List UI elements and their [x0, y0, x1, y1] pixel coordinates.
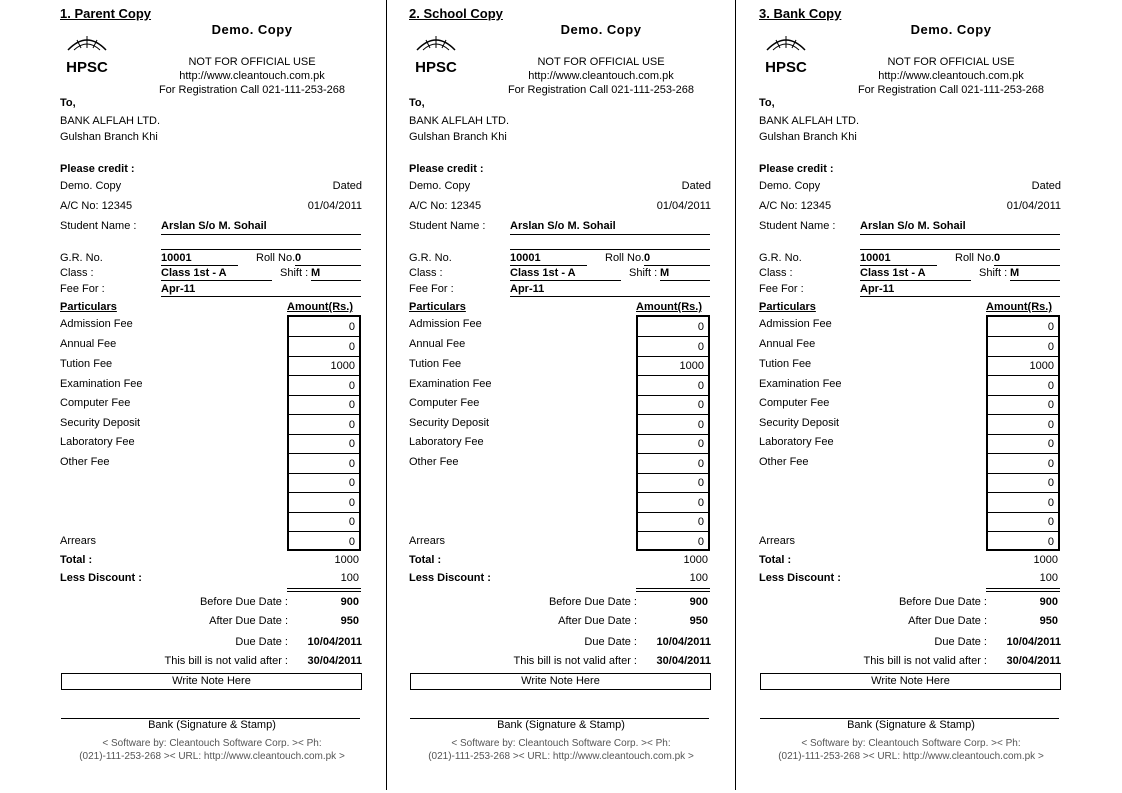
amount-box — [287, 315, 361, 551]
account-name: Demo. Copy — [60, 180, 122, 192]
due-date-value: 10/04/2011 — [1006, 636, 1061, 648]
fee-row-label: Tution Fee — [60, 358, 113, 370]
student-name-label: Student Name : — [60, 220, 137, 232]
fee-row-amount: 0 — [348, 535, 355, 548]
fee-row-amount: 0 — [289, 454, 359, 474]
amount-box — [636, 315, 710, 551]
not-valid-label: This bill is not valid after : — [513, 655, 637, 667]
due-date-value: 10/04/2011 — [656, 636, 711, 648]
particulars-header: Particulars — [759, 301, 816, 313]
dated-label: Dated — [1031, 180, 1061, 192]
double-underline — [986, 588, 1060, 592]
footer-line-2: (021)-111-253-268 >< URL: http://www.cleantouch.com.pk > — [778, 751, 1044, 762]
logo-text: HPSC — [765, 59, 807, 76]
fee-row-amount: 0 — [638, 395, 708, 415]
challan-copy-3 — [759, 0, 1063, 793]
fee-row-amount: 0 — [289, 512, 359, 532]
registration-text: For Registration Call 021-111-253-268 — [158, 84, 346, 96]
gr-label: G.R. No. — [759, 252, 802, 264]
please-credit-label: Please credit : — [60, 163, 135, 175]
fee-row-label: Security Deposit — [409, 417, 490, 429]
fee-row-label: Laboratory Fee — [60, 436, 135, 448]
after-due-label: After Due Date : — [558, 615, 637, 627]
fee-row-amount: 0 — [638, 512, 708, 532]
particulars-header: Particulars — [60, 301, 117, 313]
separator-line — [860, 249, 1060, 250]
fee-row-label: Annual Fee — [60, 338, 117, 350]
registration-text: For Registration Call 021-111-253-268 — [857, 84, 1045, 96]
fee-row-amount: 0 — [988, 473, 1058, 493]
due-date-label: Due Date : — [584, 636, 637, 648]
total-value: 1000 — [1033, 554, 1058, 566]
fee-row-label: Arrears — [409, 535, 446, 547]
fee-row-amount: 0 — [988, 493, 1058, 513]
discount-label: Less Discount : — [409, 572, 491, 584]
class-value: Class 1st - A — [510, 267, 621, 281]
fee-for-value: Apr-11 — [161, 283, 361, 297]
to-label: To, — [409, 97, 425, 109]
fee-row-label: Laboratory Fee — [409, 436, 484, 448]
account-name: Demo. Copy — [409, 180, 471, 192]
bank-name: BANK ALFLAH LTD. — [60, 115, 161, 127]
footer-line-1: < Software by: Cleantouch Software Corp. >< Ph: — [102, 738, 322, 749]
footer-line-2: (021)-111-253-268 >< URL: http://www.cleantouch.com.pk > — [428, 751, 694, 762]
fee-for-value: Apr-11 — [860, 283, 1060, 297]
footer-line-2: (021)-111-253-268 >< URL: http://www.cleantouch.com.pk > — [79, 751, 345, 762]
not-valid-value: 30/04/2011 — [307, 655, 362, 667]
student-name-label: Student Name : — [759, 220, 836, 232]
not-valid-label: This bill is not valid after : — [164, 655, 288, 667]
bank-name: BANK ALFLAH LTD. — [409, 115, 510, 127]
write-note-field[interactable]: Write Note Here — [410, 673, 711, 690]
demo-copy-title: Demo. Copy — [560, 22, 642, 37]
roll-label: Roll No. — [256, 252, 296, 264]
after-due-label: After Due Date : — [209, 615, 288, 627]
before-due-label: Before Due Date : — [898, 596, 987, 608]
separator-line — [161, 249, 361, 250]
account-number: A/C No: 12345 — [759, 200, 832, 212]
roll-value: 0 — [644, 252, 710, 266]
fee-row-label: Examination Fee — [409, 378, 492, 390]
fee-row-amount: 1000 — [988, 356, 1058, 376]
fee-row-label: Admission Fee — [759, 318, 832, 330]
account-name: Demo. Copy — [759, 180, 821, 192]
fee-row-amount: 0 — [697, 535, 704, 548]
registration-text: For Registration Call 021-111-253-268 — [507, 84, 695, 96]
shift-value: M — [1010, 267, 1060, 281]
fee-row-amount: 0 — [638, 317, 708, 337]
fee-row-amount: 0 — [289, 473, 359, 493]
after-due-label: After Due Date : — [908, 615, 987, 627]
fee-row-label: Computer Fee — [759, 397, 830, 409]
fee-row-label: Other Fee — [409, 456, 459, 468]
not-valid-value: 30/04/2011 — [656, 655, 711, 667]
student-name-value: Arslan S/o M. Sohail — [161, 220, 361, 235]
due-date-label: Due Date : — [934, 636, 987, 648]
fee-row-amount: 0 — [289, 395, 359, 415]
total-value: 1000 — [683, 554, 708, 566]
demo-copy-title: Demo. Copy — [211, 22, 293, 37]
shift-label: Shift : — [629, 267, 658, 279]
write-note-field[interactable]: Write Note Here — [760, 673, 1061, 690]
fee-row-label: Arrears — [759, 535, 796, 547]
separator-line — [510, 249, 710, 250]
not-valid-label: This bill is not valid after : — [863, 655, 987, 667]
shift-label: Shift : — [280, 267, 309, 279]
particulars-header: Particulars — [409, 301, 466, 313]
class-label: Class : — [759, 267, 793, 279]
fee-row-amount: 0 — [988, 512, 1058, 532]
school-logo-icon — [761, 28, 811, 78]
amount-header: Amount(Rs.) — [636, 301, 702, 313]
fee-row-label: Examination Fee — [60, 378, 143, 390]
fee-row-amount: 0 — [638, 493, 708, 513]
fee-row-amount: 0 — [988, 376, 1058, 396]
not-official-text: NOT FOR OFFICIAL USE — [537, 56, 665, 68]
fee-row-amount: 0 — [988, 415, 1058, 435]
discount-value: 100 — [689, 572, 708, 584]
please-credit-label: Please credit : — [409, 163, 484, 175]
to-label: To, — [759, 97, 775, 109]
fee-row-label: Annual Fee — [759, 338, 816, 350]
fee-row-amount: 0 — [988, 454, 1058, 474]
demo-copy-title: Demo. Copy — [910, 22, 992, 37]
fee-row-label: Annual Fee — [409, 338, 466, 350]
dated-label: Dated — [681, 180, 711, 192]
amount-header: Amount(Rs.) — [287, 301, 353, 313]
fee-row-label: Other Fee — [60, 456, 110, 468]
fee-row-amount: 0 — [289, 415, 359, 435]
fee-row-amount: 0 — [988, 317, 1058, 337]
school-logo-icon — [62, 28, 112, 78]
website-text: http://www.cleantouch.com.pk — [179, 70, 325, 82]
write-note-field[interactable]: Write Note Here — [61, 673, 362, 690]
fee-row-label: Laboratory Fee — [759, 436, 834, 448]
fee-row-amount: 0 — [289, 434, 359, 454]
fee-row-label: Tution Fee — [409, 358, 462, 370]
gr-value: 10001 — [161, 252, 238, 266]
discount-label: Less Discount : — [60, 572, 142, 584]
dated-label: Dated — [332, 180, 362, 192]
fee-row-amount: 0 — [638, 337, 708, 357]
bank-branch: Gulshan Branch Khi — [60, 131, 158, 143]
fee-for-value: Apr-11 — [510, 283, 710, 297]
logo-text: HPSC — [415, 59, 457, 76]
class-value: Class 1st - A — [161, 267, 272, 281]
gr-label: G.R. No. — [60, 252, 103, 264]
bank-signature-label: Bank (Signature & Stamp) — [497, 719, 625, 731]
roll-value: 0 — [295, 252, 361, 266]
discount-value: 100 — [1039, 572, 1058, 584]
total-label: Total : — [60, 554, 93, 566]
student-name-value: Arslan S/o M. Sohail — [860, 220, 1060, 235]
bank-name: BANK ALFLAH LTD. — [759, 115, 860, 127]
website-text: http://www.cleantouch.com.pk — [528, 70, 674, 82]
fee-row-amount: 0 — [988, 395, 1058, 415]
before-due-label: Before Due Date : — [199, 596, 288, 608]
bank-signature-label: Bank (Signature & Stamp) — [847, 719, 975, 731]
please-credit-label: Please credit : — [759, 163, 834, 175]
gr-label: G.R. No. — [409, 252, 452, 264]
dated-value: 01/04/2011 — [1006, 200, 1061, 212]
divider-2 — [735, 0, 736, 790]
after-due-value: 950 — [340, 615, 359, 627]
fee-row-amount: 0 — [638, 454, 708, 474]
before-due-value: 900 — [340, 596, 359, 608]
fee-row-amount: 0 — [638, 473, 708, 493]
double-underline — [287, 588, 361, 592]
fee-row-label: Other Fee — [759, 456, 809, 468]
copy-title: 3. Bank Copy — [759, 6, 842, 21]
fee-for-label: Fee For : — [60, 283, 105, 295]
roll-label: Roll No. — [955, 252, 995, 264]
class-label: Class : — [409, 267, 443, 279]
fee-row-amount: 0 — [988, 337, 1058, 357]
fee-row-amount: 0 — [289, 337, 359, 357]
roll-value: 0 — [994, 252, 1060, 266]
fee-row-amount: 0 — [638, 434, 708, 454]
copy-title: 2. School Copy — [409, 6, 503, 21]
fee-row-amount: 1000 — [638, 356, 708, 376]
fee-row-label: Computer Fee — [409, 397, 480, 409]
fee-row-label: Tution Fee — [759, 358, 812, 370]
due-date-label: Due Date : — [235, 636, 288, 648]
bank-branch: Gulshan Branch Khi — [759, 131, 857, 143]
student-name-value: Arslan S/o M. Sohail — [510, 220, 710, 235]
not-official-text: NOT FOR OFFICIAL USE — [887, 56, 1015, 68]
to-label: To, — [60, 97, 76, 109]
fee-row-label: Security Deposit — [759, 417, 840, 429]
fee-row-amount: 0 — [289, 317, 359, 337]
amount-box — [986, 315, 1060, 551]
challan-copy-1 — [60, 0, 364, 793]
fee-row-label: Admission Fee — [60, 318, 133, 330]
discount-label: Less Discount : — [759, 572, 841, 584]
total-label: Total : — [759, 554, 792, 566]
after-due-value: 950 — [689, 615, 708, 627]
fee-row-amount: 1000 — [289, 356, 359, 376]
double-underline — [636, 588, 710, 592]
discount-value: 100 — [340, 572, 359, 584]
bank-signature-label: Bank (Signature & Stamp) — [148, 719, 276, 731]
fee-for-label: Fee For : — [409, 283, 454, 295]
after-due-value: 950 — [1039, 615, 1058, 627]
challan-copy-2 — [409, 0, 713, 793]
class-value: Class 1st - A — [860, 267, 971, 281]
shift-label: Shift : — [979, 267, 1008, 279]
logo-text: HPSC — [66, 59, 108, 76]
website-text: http://www.cleantouch.com.pk — [878, 70, 1024, 82]
bank-branch: Gulshan Branch Khi — [409, 131, 507, 143]
total-value: 1000 — [334, 554, 359, 566]
account-number: A/C No: 12345 — [409, 200, 482, 212]
school-logo-icon — [411, 28, 461, 78]
fee-for-label: Fee For : — [759, 283, 804, 295]
footer-line-1: < Software by: Cleantouch Software Corp. >< Ph: — [801, 738, 1021, 749]
fee-row-label: Examination Fee — [759, 378, 842, 390]
class-label: Class : — [60, 267, 94, 279]
fee-row-label: Arrears — [60, 535, 97, 547]
due-date-value: 10/04/2011 — [307, 636, 362, 648]
account-number: A/C No: 12345 — [60, 200, 133, 212]
before-due-value: 900 — [1039, 596, 1058, 608]
fee-row-amount: 0 — [1047, 535, 1054, 548]
fee-row-label: Security Deposit — [60, 417, 141, 429]
fee-row-amount: 0 — [289, 376, 359, 396]
copy-title: 1. Parent Copy — [60, 6, 152, 21]
shift-value: M — [311, 267, 361, 281]
roll-label: Roll No. — [605, 252, 645, 264]
fee-row-label: Computer Fee — [60, 397, 131, 409]
total-label: Total : — [409, 554, 442, 566]
footer-line-1: < Software by: Cleantouch Software Corp. >< Ph: — [451, 738, 671, 749]
fee-row-amount: 0 — [289, 493, 359, 513]
fee-row-amount: 0 — [638, 376, 708, 396]
before-due-value: 900 — [689, 596, 708, 608]
dated-value: 01/04/2011 — [656, 200, 711, 212]
dated-value: 01/04/2011 — [307, 200, 362, 212]
shift-value: M — [660, 267, 710, 281]
fee-row-amount: 0 — [988, 434, 1058, 454]
amount-header: Amount(Rs.) — [986, 301, 1052, 313]
student-name-label: Student Name : — [409, 220, 486, 232]
not-valid-value: 30/04/2011 — [1006, 655, 1061, 667]
divider-1 — [386, 0, 387, 790]
fee-row-label: Admission Fee — [409, 318, 482, 330]
gr-value: 10001 — [860, 252, 937, 266]
fee-row-amount: 0 — [638, 415, 708, 435]
before-due-label: Before Due Date : — [548, 596, 637, 608]
not-official-text: NOT FOR OFFICIAL USE — [188, 56, 316, 68]
gr-value: 10001 — [510, 252, 587, 266]
